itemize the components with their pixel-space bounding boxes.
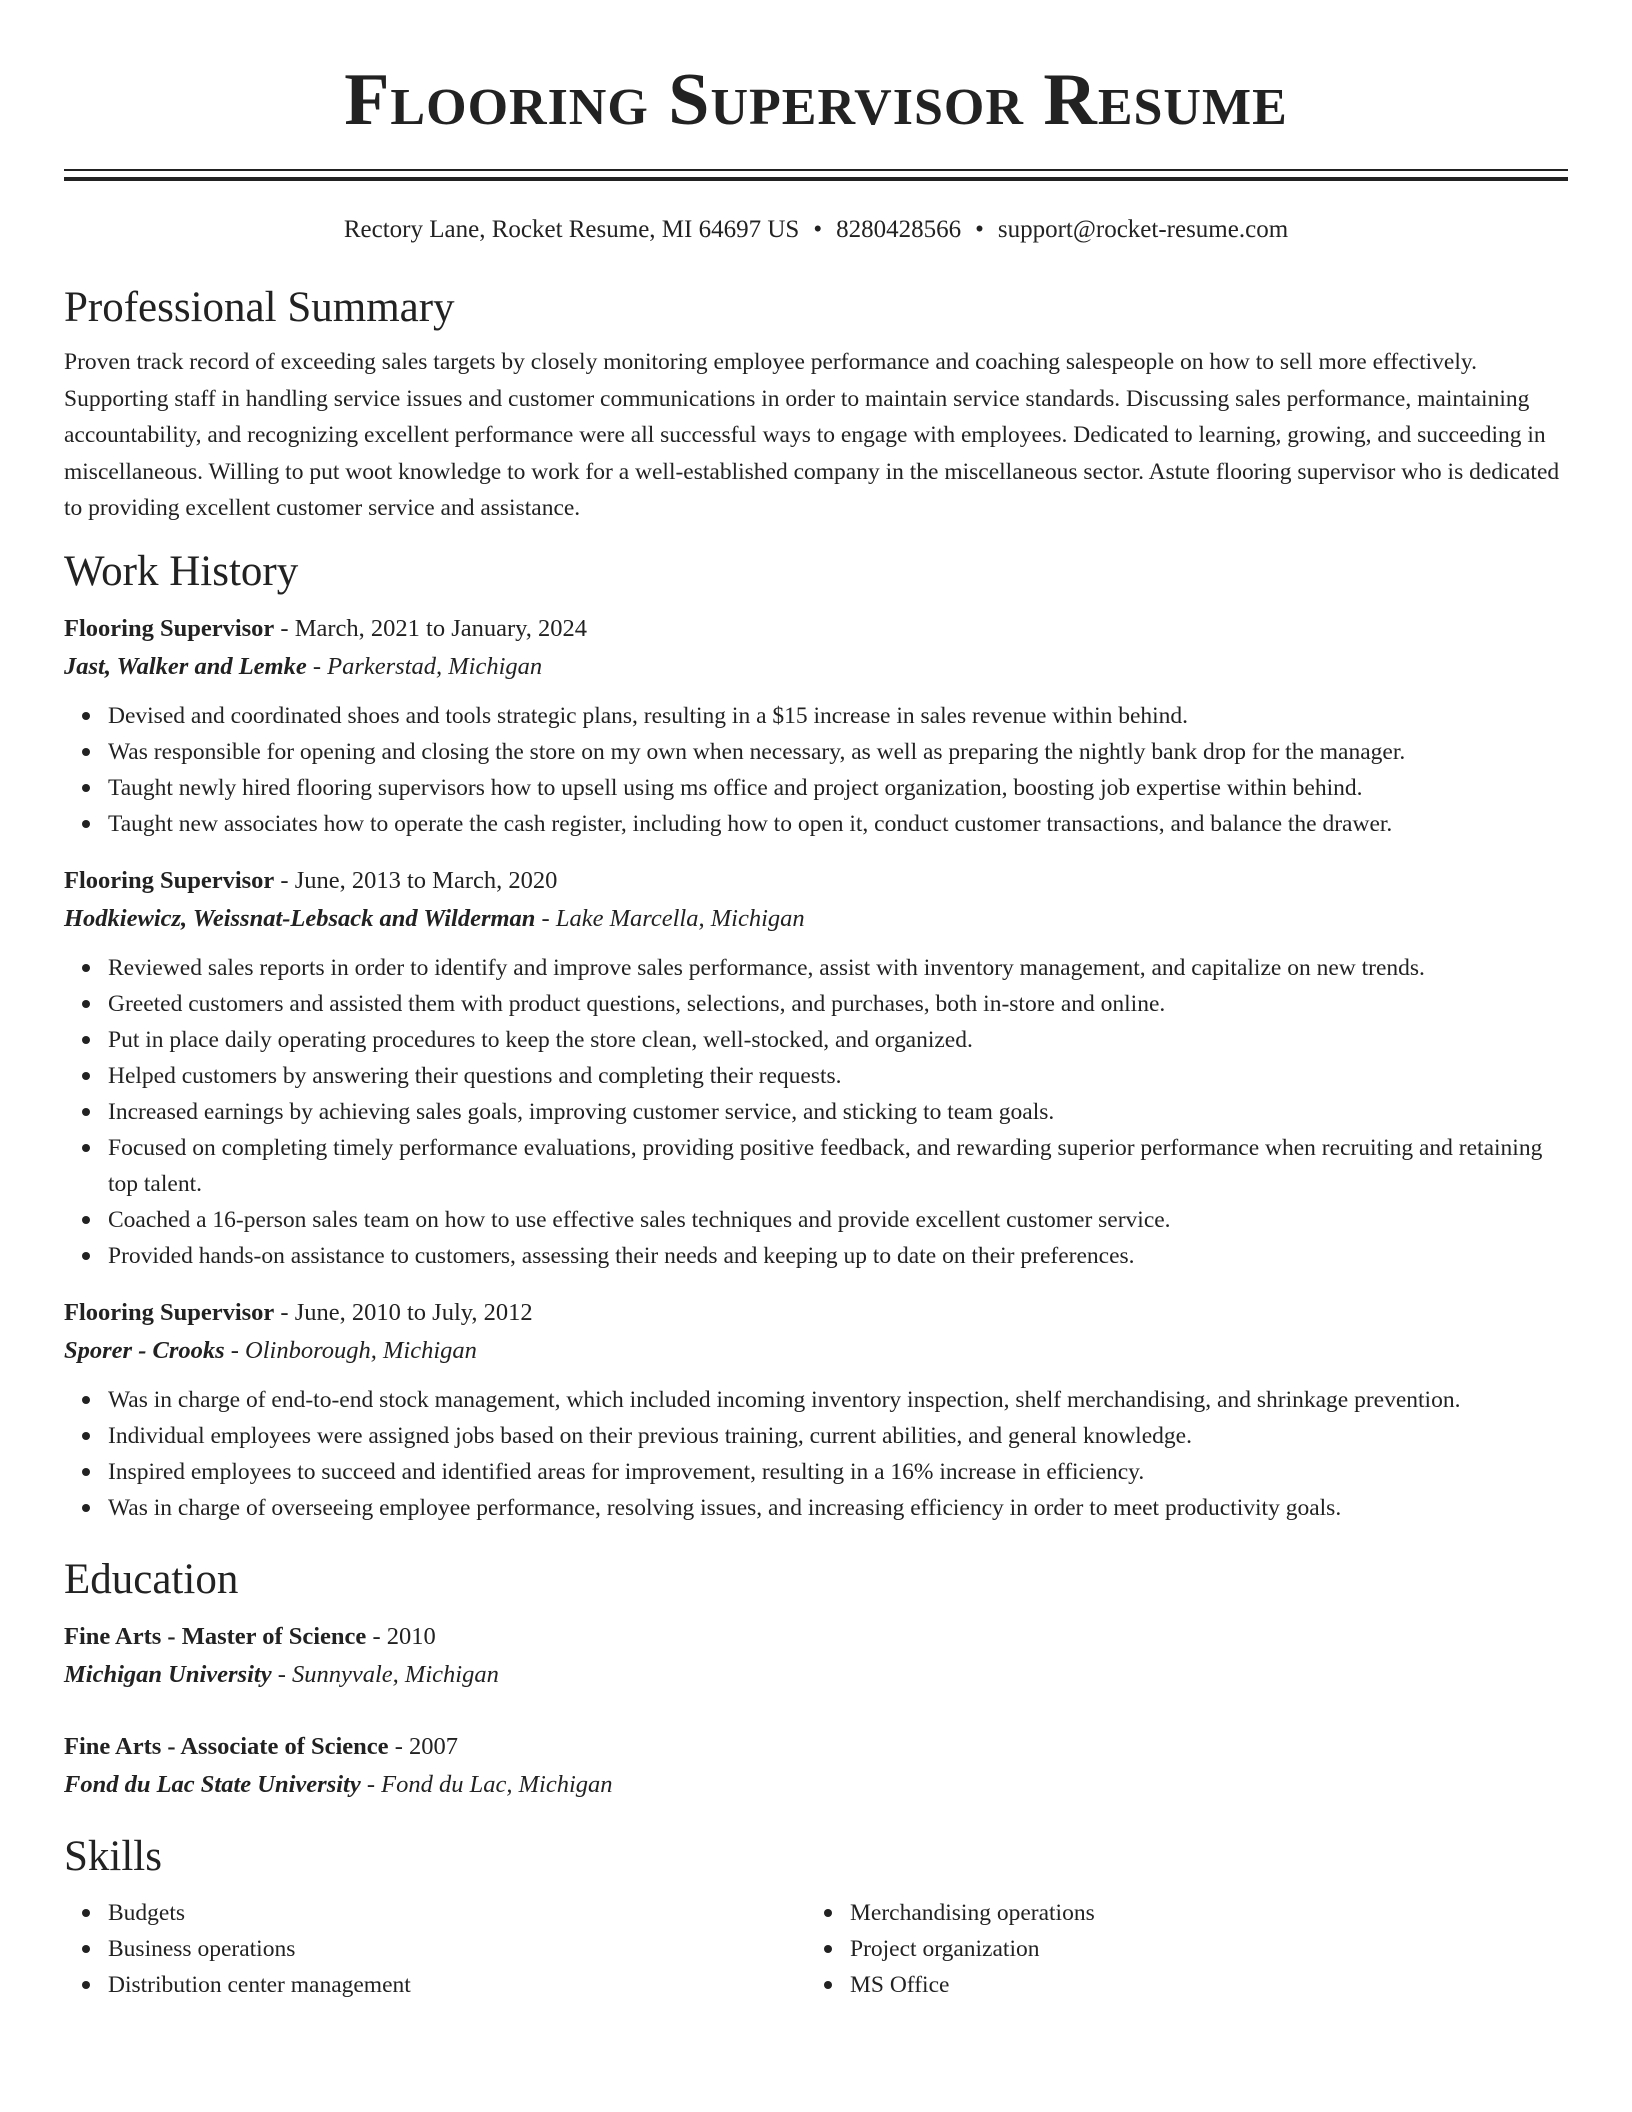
skills-column-right — [806, 1895, 1548, 2003]
school-name: Michigan University — [64, 1660, 272, 1688]
degree: Fine Arts - Associate of Science — [64, 1732, 389, 1760]
contact-address: Rectory Lane, Rocket Resume, MI 64697 US — [343, 216, 800, 243]
list-item: Taught new associates how to operate the cash register, including how to open it, conduct customer transactions, and balance the drawer. — [108, 806, 1568, 842]
skill-item: MS Office — [850, 1967, 1548, 2003]
list-item: Reviewed sales reports in order to identify and improve sales performance, assist with inventory management, and capitalize on new trends. — [108, 950, 1568, 986]
list-item: Increased earnings by achieving sales goals, improving customer service, and sticking to team goals. — [108, 1094, 1568, 1130]
job-location: - Olinborough, Michigan — [224, 1336, 477, 1364]
school-name: Fond du Lac State University — [64, 1770, 361, 1798]
job-company-line — [64, 648, 1568, 686]
degree-line — [64, 1728, 1568, 1766]
education-entry — [64, 1618, 1568, 1694]
job-bullets — [64, 950, 1568, 1274]
contact-separator: • — [975, 216, 984, 243]
contact-line — [64, 215, 1568, 245]
list-item: Provided hands-on assistance to customers, assessing their needs and keeping up to date on their preferences. — [108, 1238, 1568, 1274]
title-divider-thick — [64, 177, 1568, 181]
title-divider-thin — [64, 169, 1568, 171]
job-dates: - June, 2010 to July, 2012 — [274, 1298, 533, 1326]
skill-item: Distribution center management — [108, 1967, 806, 2003]
job-title-line — [64, 1294, 1568, 1332]
summary-heading: Professional Summary — [64, 284, 455, 331]
job-dates: - March, 2021 to January, 2024 — [274, 614, 588, 642]
job-bullets — [64, 1382, 1568, 1526]
work-history-section — [64, 546, 1568, 1526]
degree-year: - 2007 — [388, 1732, 458, 1760]
job-location: - Lake Marcella, Michigan — [535, 904, 805, 932]
summary-text: Proven track record of exceeding sales targets by closely monitoring employee performance and coaching salespeople on how to sell more effectively. Supporting staff in handling service issues and customer communications in order to maintain service standards. Discussing sales performance, maintaining accountability, and recognizing excellent performance were all successful ways to engage with employees. Dedicated to learning, growing, and succeeding in miscellaneous. Willing to put woot knowledge to work for a well-established company in the miscellaneous sector. Astute flooring supervisor who is dedicated to providing excellent customer service and assistance. — [64, 349, 1560, 521]
education-entry — [64, 1728, 1568, 1804]
list-item: Coached a 16-person sales team on how to use effective sales techniques and provide excellent customer service. — [108, 1202, 1568, 1238]
job-title-line — [64, 862, 1568, 900]
list-item: Was in charge of overseeing employee performance, resolving issues, and increasing efficiency in order to meet productivity goals. — [108, 1490, 1568, 1526]
skills-heading: Skills — [64, 1832, 162, 1880]
job-title: Flooring Supervisor — [64, 1298, 275, 1326]
skill-item: Budgets — [108, 1895, 806, 1931]
resume-title: Flooring Supervisor Resume — [344, 59, 1288, 141]
job-entry — [64, 1294, 1568, 1526]
job-bullets — [64, 698, 1568, 842]
job-entry — [64, 610, 1568, 842]
list-item: Inspired employees to succeed and identified areas for improvement, resulting in a 16% increase in efficiency. — [108, 1454, 1568, 1490]
job-dates: - June, 2013 to March, 2020 — [274, 866, 558, 894]
school-line — [64, 1766, 1568, 1804]
job-company-line — [64, 1332, 1568, 1370]
job-entry — [64, 862, 1568, 1274]
job-company: Hodkiewicz, Weissnat-Lebsack and Wilderman — [64, 904, 536, 932]
education-heading: Education — [64, 1555, 239, 1603]
school-location: - Sunnyvale, Michigan — [271, 1660, 499, 1688]
skill-item: Merchandising operations — [850, 1895, 1548, 1931]
job-title: Flooring Supervisor — [64, 614, 275, 642]
degree-year: - 2010 — [366, 1622, 436, 1650]
job-title: Flooring Supervisor — [64, 866, 275, 894]
list-item: Helped customers by answering their questions and completing their requests. — [108, 1058, 1568, 1094]
skills-column-left — [64, 1895, 806, 2003]
skill-item: Project organization — [850, 1931, 1548, 1967]
degree-line — [64, 1618, 1568, 1656]
job-location: - Parkerstad, Michigan — [306, 652, 543, 680]
list-item: Put in place daily operating procedures to keep the store clean, well-stocked, and organized. — [108, 1022, 1568, 1058]
list-item: Was in charge of end-to-end stock management, which included incoming inventory inspection, shelf merchandising, and shrinkage prevention. — [108, 1382, 1568, 1418]
job-company: Sporer - Crooks — [64, 1336, 225, 1364]
contact-email: support@rocket-resume.com — [997, 216, 1289, 243]
skills-section — [64, 1831, 1568, 2003]
contact-phone: 8280428566 — [836, 216, 962, 243]
list-item: Greeted customers and assisted them with product questions, selections, and purchases, both in-store and online. — [108, 986, 1568, 1022]
job-title-line — [64, 610, 1568, 648]
education-section — [64, 1554, 1568, 1804]
work-history-heading: Work History — [64, 547, 299, 595]
list-item: Individual employees were assigned jobs based on their previous training, current abilities, and general knowledge. — [108, 1418, 1568, 1454]
list-item: Taught newly hired flooring supervisors how to upsell using ms office and project organization, boosting job expertise within behind. — [108, 770, 1568, 806]
list-item: Was responsible for opening and closing the store on my own when necessary, as well as preparing the nightly bank drop for the manager. — [108, 734, 1568, 770]
skill-item: Business operations — [108, 1931, 806, 1967]
contact-separator: • — [813, 216, 823, 243]
degree: Fine Arts - Master of Science — [64, 1622, 367, 1650]
skills-grid — [64, 1895, 1568, 2003]
summary-section — [64, 282, 1568, 527]
job-company: Jast, Walker and Lemke — [64, 652, 307, 680]
job-company-line — [64, 900, 1568, 938]
list-item: Focused on completing timely performance evaluations, providing positive feedback, and rewarding superior performance when recruiting and retaining top talent. — [108, 1130, 1568, 1202]
school-line — [64, 1656, 1568, 1694]
list-item: Devised and coordinated shoes and tools strategic plans, resulting in a $15 increase in sales revenue within behind. — [108, 698, 1568, 734]
school-location: - Fond du Lac, Michigan — [360, 1770, 613, 1798]
